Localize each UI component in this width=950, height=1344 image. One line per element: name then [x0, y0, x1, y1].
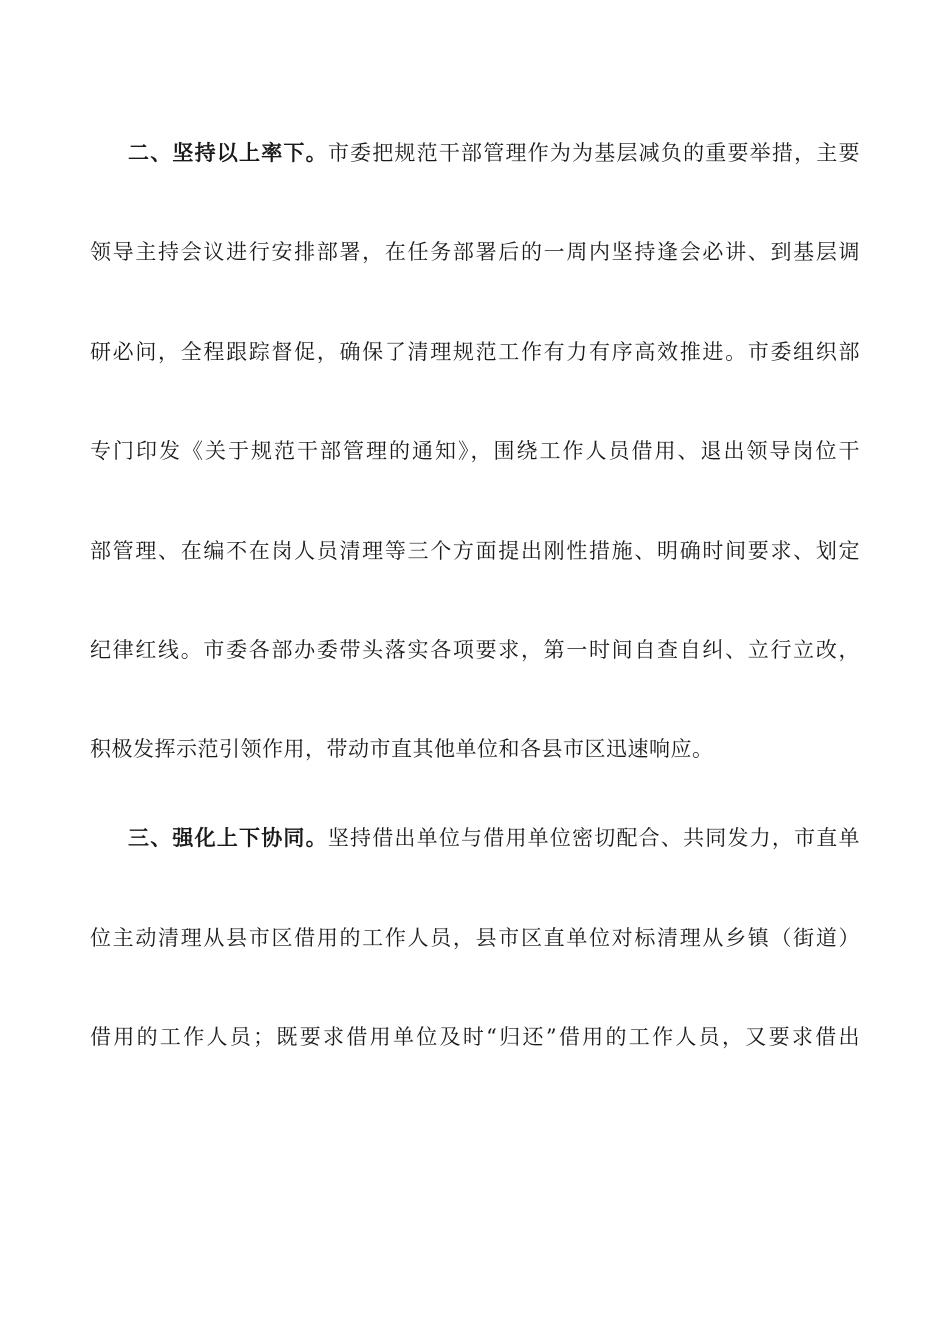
paragraph-3-line-3: 借用的工作人员；既要求借用单位及时“归还”借用的工作人员，又要求借出 — [90, 1025, 860, 1049]
paragraph-2-line-6: 纪律红线。市委各部办委带头落实各项要求，第一时间自查自纠、立行立改， — [90, 638, 860, 662]
paragraph-2-line-2: 领导主持会议进行安排部署，在任务部署后的一周内坚持逢会必讲、到基层调 — [90, 240, 860, 264]
paragraph-2-line-7: 积极发挥示范引领作用，带动市直其他单位和各县市区迅速响应。 — [90, 737, 714, 761]
paragraph-3-text: 坚持借出单位与借用单位密切配合、共同发力，市直单 — [327, 826, 860, 850]
section-heading-3: 三、强化上下协同。 — [128, 826, 328, 850]
paragraph-3-line-1 — [128, 824, 860, 852]
paragraph-2-line-4: 专门印发《关于规范干部管理的通知》，围绕工作人员借用、退出领导岗位干 — [90, 439, 860, 463]
paragraph-2-line-3: 研必问，全程跟踪督促，确保了清理规范工作有力有序高效推进。市委组织部 — [90, 340, 860, 364]
paragraph-2-text: 市委把规范干部管理作为为基层减负的重要举措，主要 — [327, 141, 860, 165]
paragraph-2-line-5: 部管理、在编不在岗人员清理等三个方面提出刚性措施、明确时间要求、划定 — [90, 539, 860, 563]
paragraph-3-line-2: 位主动清理从县市区借用的工作人员，县市区直单位对标清理从乡镇（街道） — [90, 926, 860, 950]
section-heading-2: 二、坚持以上率下。 — [128, 141, 328, 165]
paragraph-2-line-1 — [128, 139, 860, 167]
